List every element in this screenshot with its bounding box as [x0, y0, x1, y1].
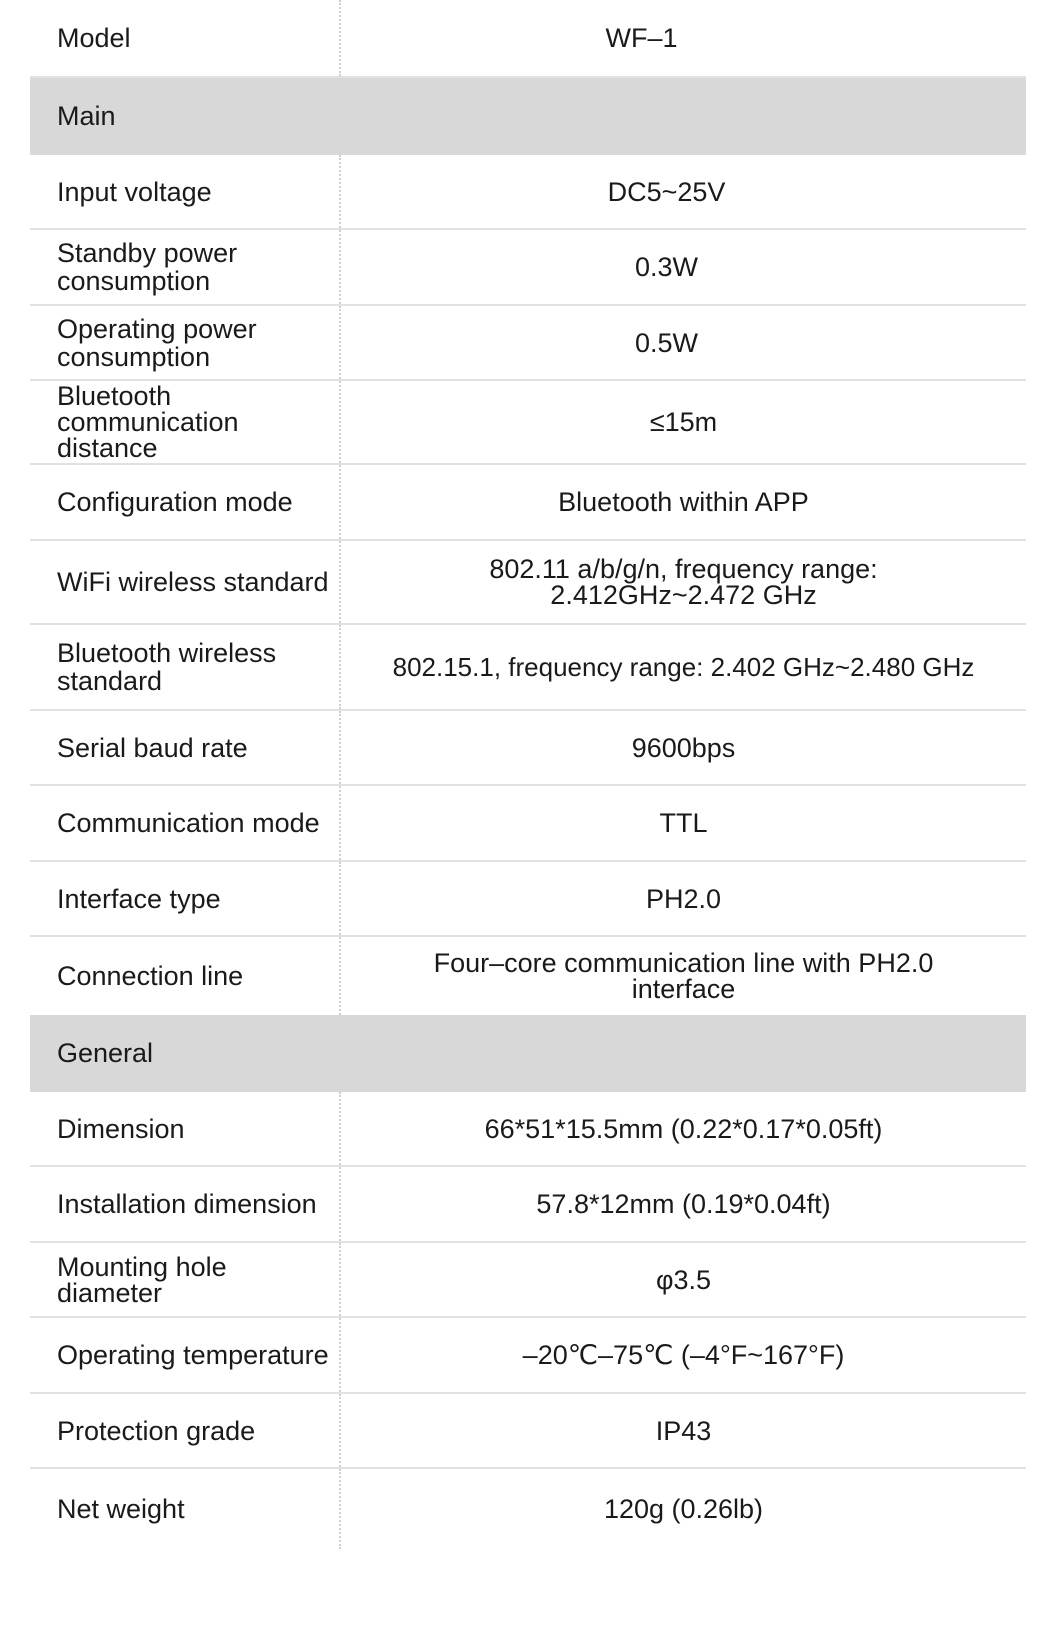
spec-row-bluetooth-standard: [30, 625, 1026, 711]
spec-label: Input voltage: [30, 155, 341, 228]
spec-value: 9600bps: [631, 732, 736, 763]
spec-row-net-weight: [30, 1469, 1026, 1549]
spec-label: Serial baud rate: [30, 711, 341, 784]
spec-label: Operating temperature: [30, 1318, 341, 1392]
spec-row-operating-temperature: [30, 1318, 1026, 1394]
section-title: Main: [57, 101, 116, 131]
spec-value: Bluetooth within APP: [558, 487, 809, 517]
spec-label: Installation dimension: [30, 1167, 341, 1241]
spec-label: Model: [30, 0, 341, 76]
spec-row-bluetooth-distance: [30, 381, 1026, 465]
spec-label: Bluetooth communication distance: [30, 381, 341, 463]
section-header-main: [30, 78, 1026, 155]
spec-row-input-voltage: [30, 155, 1026, 230]
spec-value: IP43: [655, 1415, 712, 1446]
spec-value: 57.8*12mm (0.19*0.04ft): [536, 1189, 831, 1219]
spec-label: Bluetooth wireless standard: [30, 625, 341, 709]
spec-value: –20℃–75℃ (–4°F~167°F): [522, 1340, 845, 1370]
spec-value: ≤15m: [649, 407, 718, 437]
spec-label: Net weight: [30, 1469, 341, 1549]
section-title: General: [57, 1038, 154, 1068]
spec-label: Operating power consumption: [30, 306, 341, 379]
spec-row-wifi-standard: [30, 541, 1026, 625]
spec-value: PH2.0: [645, 883, 722, 914]
spec-row-model: [30, 0, 1026, 78]
spec-value: TTL: [659, 808, 708, 838]
spec-value: 802.15.1, frequency range: 2.402 GHz~2.480 GHz: [392, 652, 975, 682]
spec-row-interface-type: [30, 862, 1026, 937]
spec-value: DC5~25V: [607, 176, 726, 207]
spec-label: Protection grade: [30, 1394, 341, 1467]
section-header-general: [30, 1015, 1026, 1092]
spec-row-standby-power: [30, 230, 1026, 306]
spec-label: Mounting hole diameter: [30, 1243, 341, 1316]
spec-row-protection-grade: [30, 1394, 1026, 1469]
spec-row-configuration-mode: [30, 465, 1026, 541]
spec-value: 66*51*15.5mm (0.22*0.17*0.05ft): [484, 1113, 883, 1144]
spec-label: Dimension: [30, 1092, 341, 1165]
spec-row-connection-line: [30, 937, 1026, 1015]
spec-value: 120g (0.26lb): [603, 1494, 764, 1524]
spec-label: Configuration mode: [30, 465, 341, 539]
spec-label: Connection line: [30, 937, 341, 1015]
spec-row-dimension: [30, 1092, 1026, 1167]
spec-value: Four–core communication line with PH2.0 interface: [433, 948, 934, 1004]
spec-value: 802.11 a/b/g/n, frequency range: 2.412GHz~2.472 GHz: [489, 554, 878, 610]
spec-value: 0.5W: [634, 327, 699, 358]
spec-label: Communication mode: [30, 786, 341, 860]
spec-table: [30, 0, 1026, 1549]
spec-value: WF–1: [605, 23, 678, 53]
spec-label: WiFi wireless standard: [30, 541, 341, 623]
spec-label: Standby power consumption: [30, 230, 341, 304]
spec-row-serial-baud-rate: [30, 711, 1026, 786]
spec-value: 0.3W: [634, 252, 699, 282]
spec-label: Interface type: [30, 862, 341, 935]
spec-row-communication-mode: [30, 786, 1026, 862]
spec-row-operating-power: [30, 306, 1026, 381]
spec-row-installation-dimension: [30, 1167, 1026, 1243]
spec-value: φ3.5: [655, 1264, 712, 1295]
spec-row-mounting-hole: [30, 1243, 1026, 1318]
